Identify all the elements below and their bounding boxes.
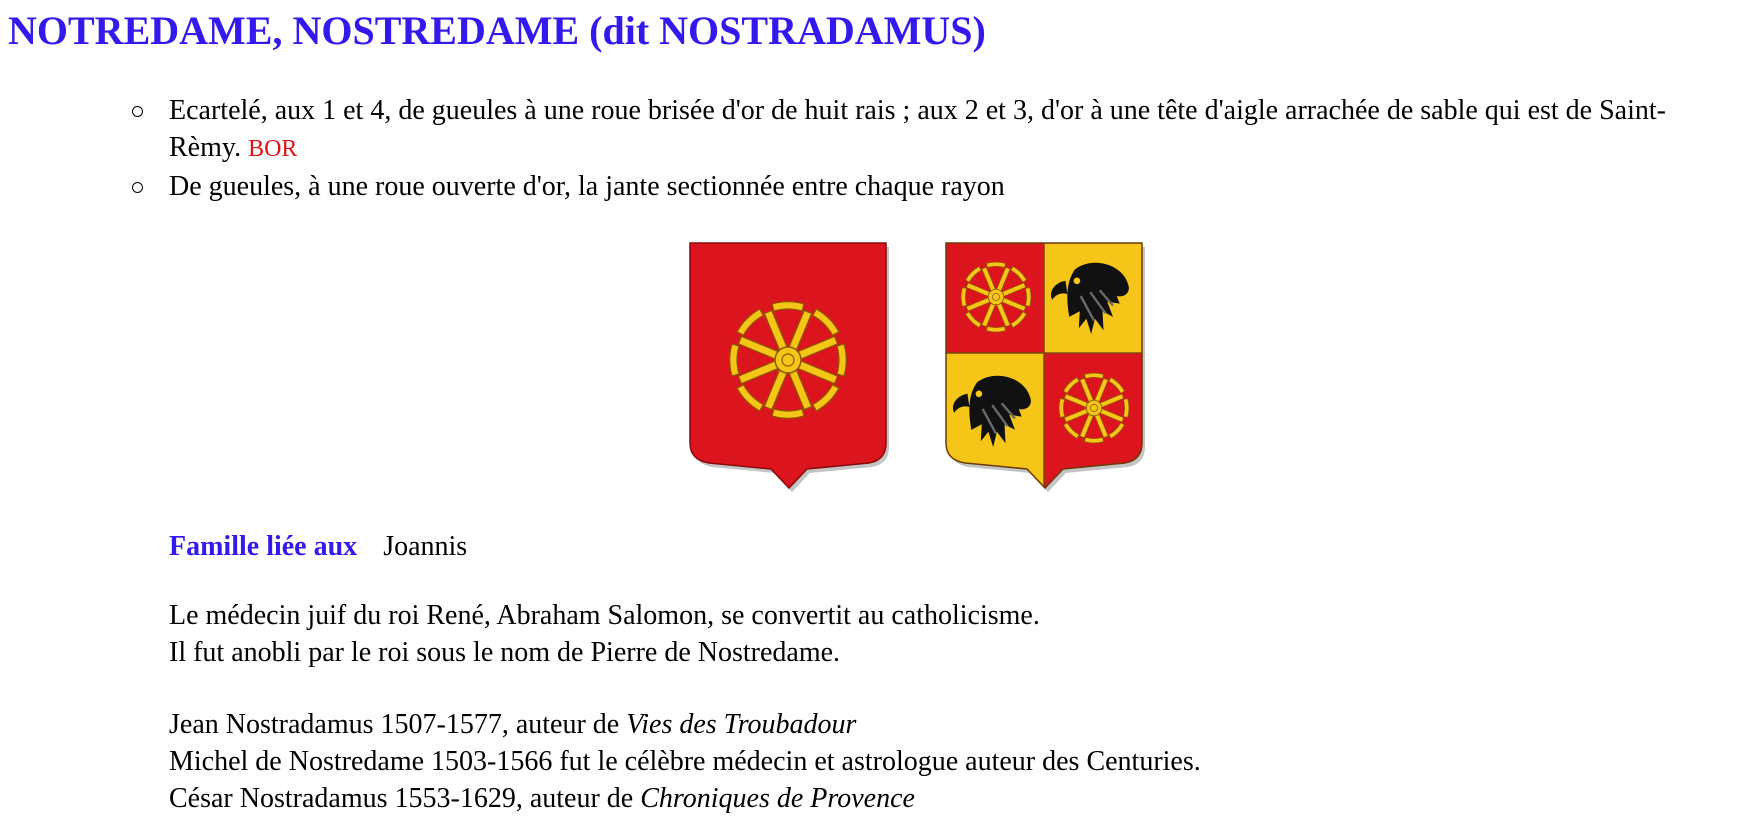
blazon-text: Ecartelé, aux 1 et 4, de gueules à une roue brisée d'or de huit rais ; aux 2 et 3, d'or à une tête d'aigle arrachée de sable qui est de Saint-Rèmy. — [169, 95, 1666, 163]
source-tag[interactable]: BOR — [248, 136, 298, 162]
blazon-text: De gueules, à une roue ouverte d'or, la jante sectionnée entre chaque rayon — [169, 171, 1005, 202]
shield-quartered-icon — [944, 240, 1152, 492]
wheel-hub — [1086, 400, 1102, 416]
family-line — [169, 528, 467, 565]
list-item — [128, 168, 1728, 205]
wheel-hub — [988, 289, 1004, 305]
work-title: Vies des Troubadour — [626, 709, 857, 740]
wheel-hub — [775, 347, 801, 373]
page-title: NOTREDAME, NOSTREDAME (dit NOSTRADAMUS) — [8, 8, 986, 53]
family-label[interactable]: Famille liée aux — [169, 531, 358, 562]
coats-of-arms — [688, 240, 1152, 492]
person-line: César Nostradamus 1553-1629, auteur de — [169, 783, 641, 814]
family-name: Joannis — [383, 531, 468, 562]
person-line: Michel de Nostredame 1503-1566 fut le célèbre médecin et astrologue auteur des Centuries. — [169, 746, 1201, 777]
history-line: Il fut anobli par le roi sous le nom de Pierre de Nostredame. — [169, 637, 841, 668]
person-line: Jean Nostradamus 1507-1577, auteur de — [169, 709, 627, 740]
blazon-list — [128, 92, 1728, 205]
history-paragraph — [169, 597, 1040, 671]
work-title: Chroniques de Provence — [640, 783, 915, 814]
shield-wheel-icon — [688, 240, 896, 492]
list-item — [128, 92, 1728, 168]
people-paragraph — [169, 706, 1201, 817]
history-line: Le médecin juif du roi René, Abraham Salomon, se convertit au catholicisme. — [169, 600, 1040, 631]
